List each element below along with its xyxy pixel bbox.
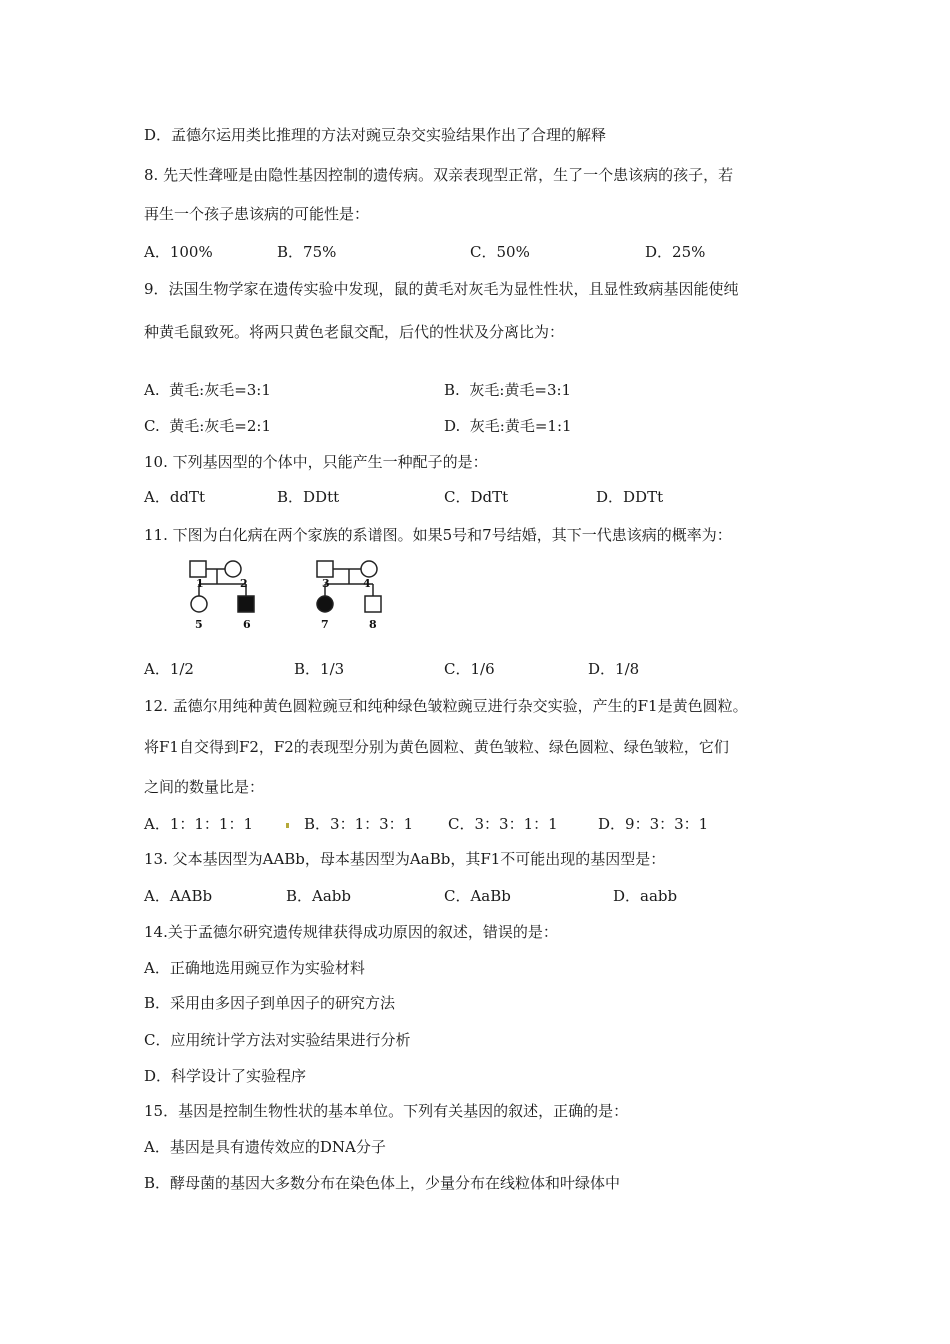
pedigree-label-7: 7	[321, 618, 329, 631]
pedigree-affected-female-7	[317, 596, 333, 612]
pedigree-label-4: 4	[363, 577, 371, 590]
q9-option-d: D. 灰毛:黄毛=1:1	[444, 417, 572, 435]
q12-stem-line1: 12. 孟德尔用纯种黄色圆粒豌豆和纯种绿色皱粒豌豆进行杂交实验，产生的F1是黄色圆粒。	[144, 697, 748, 715]
q15-option-a: A．基因是具有遗传效应的DNA分子	[144, 1138, 386, 1156]
q14-option-b: B．采用由多因子到单因子的研究方法	[144, 994, 396, 1012]
q10-option-c: C．DdTt	[444, 488, 509, 506]
q13-option-d: D．aabb	[613, 887, 678, 905]
q12-option-b: B．3：1：3：1	[304, 815, 414, 833]
q10-stem: 10. 下列基因型的个体中，只能产生一种配子的是：	[144, 453, 488, 471]
q9-stem-line1: 9．法国生物学家在遗传实验中发现，鼠的黄毛对灰毛为显性性状，且显性致病基因能使纯	[144, 280, 739, 298]
q12-option-d: D．9：3：3：1	[598, 815, 709, 833]
q12-stem-line3: 之间的数量比是：	[144, 778, 265, 796]
q9-option-a: A. 黄毛:灰毛=3:1	[144, 381, 271, 399]
pedigree-chart	[185, 556, 395, 638]
q15-option-b: B．酵母菌的基因大多数分布在染色体上，少量分布在线粒体和叶绿体中	[144, 1174, 621, 1192]
q9-stem-line2: 种黄毛鼠致死。将两只黄色老鼠交配，后代的性状及分离比为：	[144, 323, 565, 341]
pedigree-label-1: 1	[196, 577, 204, 590]
q13-option-a: A．AABb	[144, 887, 213, 905]
q14-option-d: D．科学设计了实验程序	[144, 1067, 307, 1085]
q11-stem: 11. 下图为白化病在两个家族的系谱图。如果5号和7号结婚，其下一代患该病的概率为：	[144, 526, 732, 544]
pedigree-label-5: 5	[195, 618, 203, 631]
q12-option-c: C．3：3：1：1	[448, 815, 558, 833]
q11-option-d: D．1/8	[588, 660, 640, 678]
q7-option-d: D．孟德尔运用类比推理的方法对豌豆杂交实验结果作出了合理的解释	[144, 126, 607, 144]
pedigree-male-1	[190, 561, 206, 577]
pedigree-label-3: 3	[322, 577, 330, 590]
q12-stem-line2: 将F1自交得到F2，F2的表现型分别为黄色圆粒、黄色皱粒、绿色圆粒、绿色皱粒，它们	[144, 738, 729, 756]
pedigree-label-2: 2	[240, 577, 248, 590]
q13-stem: 13. 父本基因型为AABb，母本基因型为AaBb，其F1不可能出现的基因型是：	[144, 850, 666, 868]
q12-option-a: A．1：1：1：1	[144, 815, 254, 833]
q9-option-c: C. 黄毛:灰毛=2:1	[144, 417, 272, 435]
q10-option-d: D．DDTt	[596, 488, 664, 506]
q14-stem: 14.关于孟德尔研究遗传规律获得成功原因的叙述，错误的是：	[144, 923, 558, 941]
pedigree-male-3	[317, 561, 333, 577]
pedigree-affected-male-6	[238, 596, 254, 612]
q8-option-a: A．100%	[144, 243, 213, 261]
q13-option-b: B．Aabb	[286, 887, 352, 905]
q11-option-a: A．1/2	[144, 660, 194, 678]
q15-stem: 15．基因是控制生物性状的基本单位。下列有关基因的叙述，正确的是：	[144, 1102, 629, 1120]
pedigree-female-5	[191, 596, 207, 612]
q8-stem-line1: 8. 先天性聋哑是由隐性基因控制的遗传病。双亲表现型正常，生了一个患该病的孩子，若	[144, 166, 734, 184]
pedigree-female-2	[225, 561, 241, 577]
q11-option-b: B．1/3	[294, 660, 345, 678]
pedigree-male-8	[365, 596, 381, 612]
pedigree-label-6: 6	[243, 618, 251, 631]
q10-option-b: B．DDtt	[277, 488, 340, 506]
q14-option-a: A．正确地选用豌豆作为实验材料	[144, 959, 365, 977]
stray-mark	[286, 823, 289, 828]
q11-option-c: C．1/6	[444, 660, 495, 678]
q8-option-d: D．25%	[645, 243, 706, 261]
q8-option-b: B．75%	[277, 243, 337, 261]
q10-option-a: A．ddTt	[144, 488, 206, 506]
pedigree-label-8: 8	[369, 618, 377, 631]
q14-option-c: C．应用统计学方法对实验结果进行分析	[144, 1031, 411, 1049]
q13-option-c: C．AaBb	[444, 887, 511, 905]
q9-option-b: B. 灰毛:黄毛=3:1	[444, 381, 572, 399]
pedigree-female-4	[361, 561, 377, 577]
q8-option-c: C．50%	[470, 243, 530, 261]
q8-stem-line2: 再生一个孩子患该病的可能性是：	[144, 205, 370, 223]
